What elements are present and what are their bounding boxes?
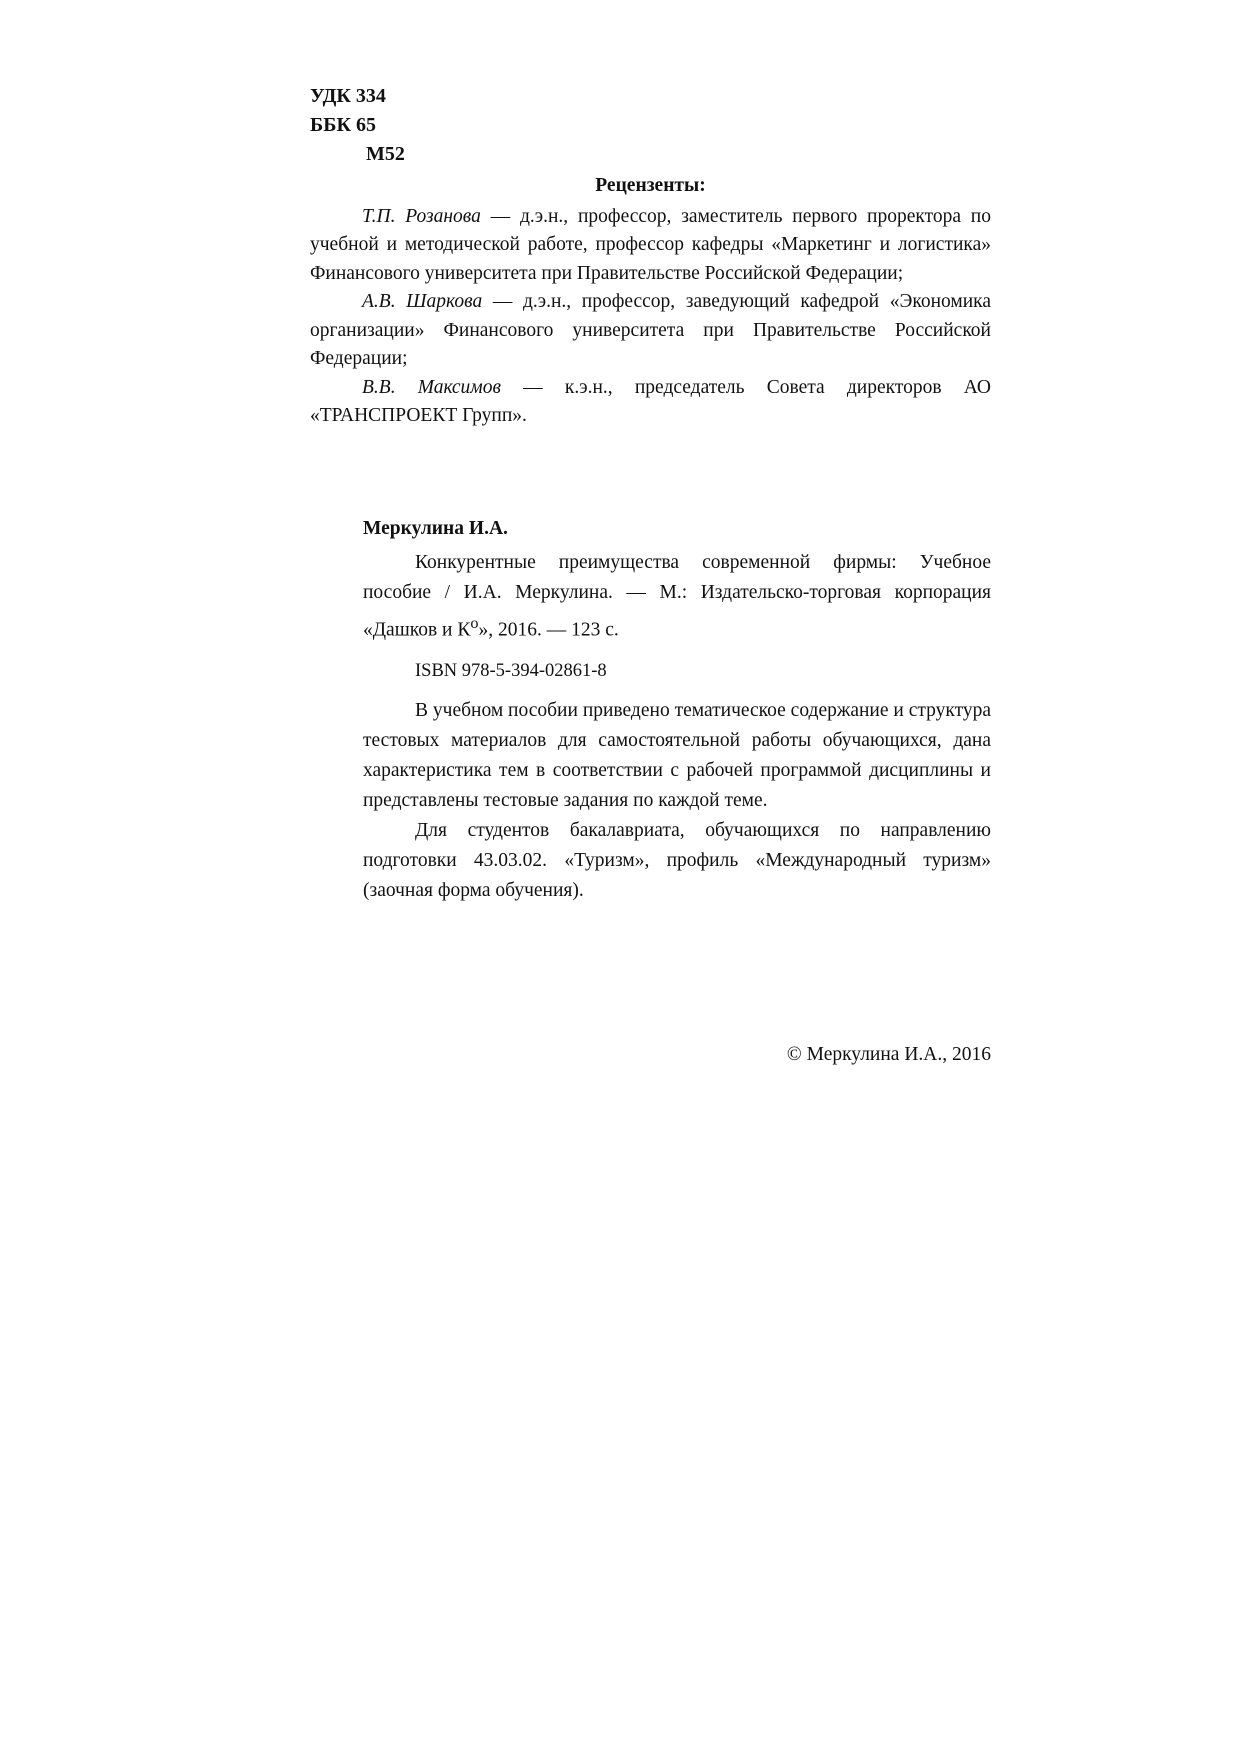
reviewers-title: Рецензенты: — [595, 175, 706, 196]
reviewer-description: — д.э.н., профессор, заместитель первого проректора по учебной и методической работе, профессор кафедры «Маркетинг и логистика» Финансового университета при Правительстве Российской Федерации; — [310, 205, 991, 284]
book-description-main: Конкурентные преимущества современной фирмы: Учебное пособие / И.А. Меркулина. — М.: Издательско-торговая корпорация «Дашков и К — [363, 552, 991, 641]
book-description-superscript: о — [470, 614, 479, 632]
author-mark: М52 — [366, 143, 405, 165]
copyright-notice: © Меркулина И.А., 2016 — [786, 1044, 991, 1065]
reviewer-name: Т.П. Розанова — [362, 205, 481, 227]
udk-code: УДК 334 — [310, 85, 386, 107]
reviewer-entry — [310, 203, 991, 289]
bbk-code: ББК 65 — [310, 114, 376, 136]
book-description-tail: », 2016. — 123 с. — [478, 619, 619, 641]
bibliographic-record — [363, 514, 991, 906]
book-author: Меркулина И.А. — [363, 518, 508, 539]
reviewer-description: — д.э.н., профессор, заведующий кафедрой «Экономика организации» Финансового университета при Правительстве Российской Федерации; — [310, 291, 991, 369]
isbn: ISBN 978-5-394-02861-8 — [415, 660, 607, 681]
reviewer-entry — [310, 374, 991, 431]
annotation-paragraph-1: В учебном пособии приведено тематическое содержание и структура тестовых материалов для самостоятельной работы обучающихся, дана характеристика тем в соответствии с рабочей программой дисциплины и представлены тестовые задания по каждой теме. — [363, 699, 991, 811]
classification-codes — [310, 82, 405, 169]
book-description — [363, 548, 991, 646]
reviewer-name: А.В. Шаркова — [362, 291, 483, 312]
reviewer-description: — к.э.н., председатель Совета директоров АО «ТРАНСПРОЕКТ Групп». — [310, 376, 991, 426]
reviewer-entry — [310, 288, 991, 374]
reviewer-name: В.В. Максимов — [362, 376, 501, 398]
reviewers-section — [310, 172, 991, 431]
annotation-paragraph-2: Для студентов бакалавриата, обучающихся по направлению подготовки 43.03.02. «Туризм», профиль «Международный туризм» (заочная форма обучения). — [363, 819, 991, 901]
